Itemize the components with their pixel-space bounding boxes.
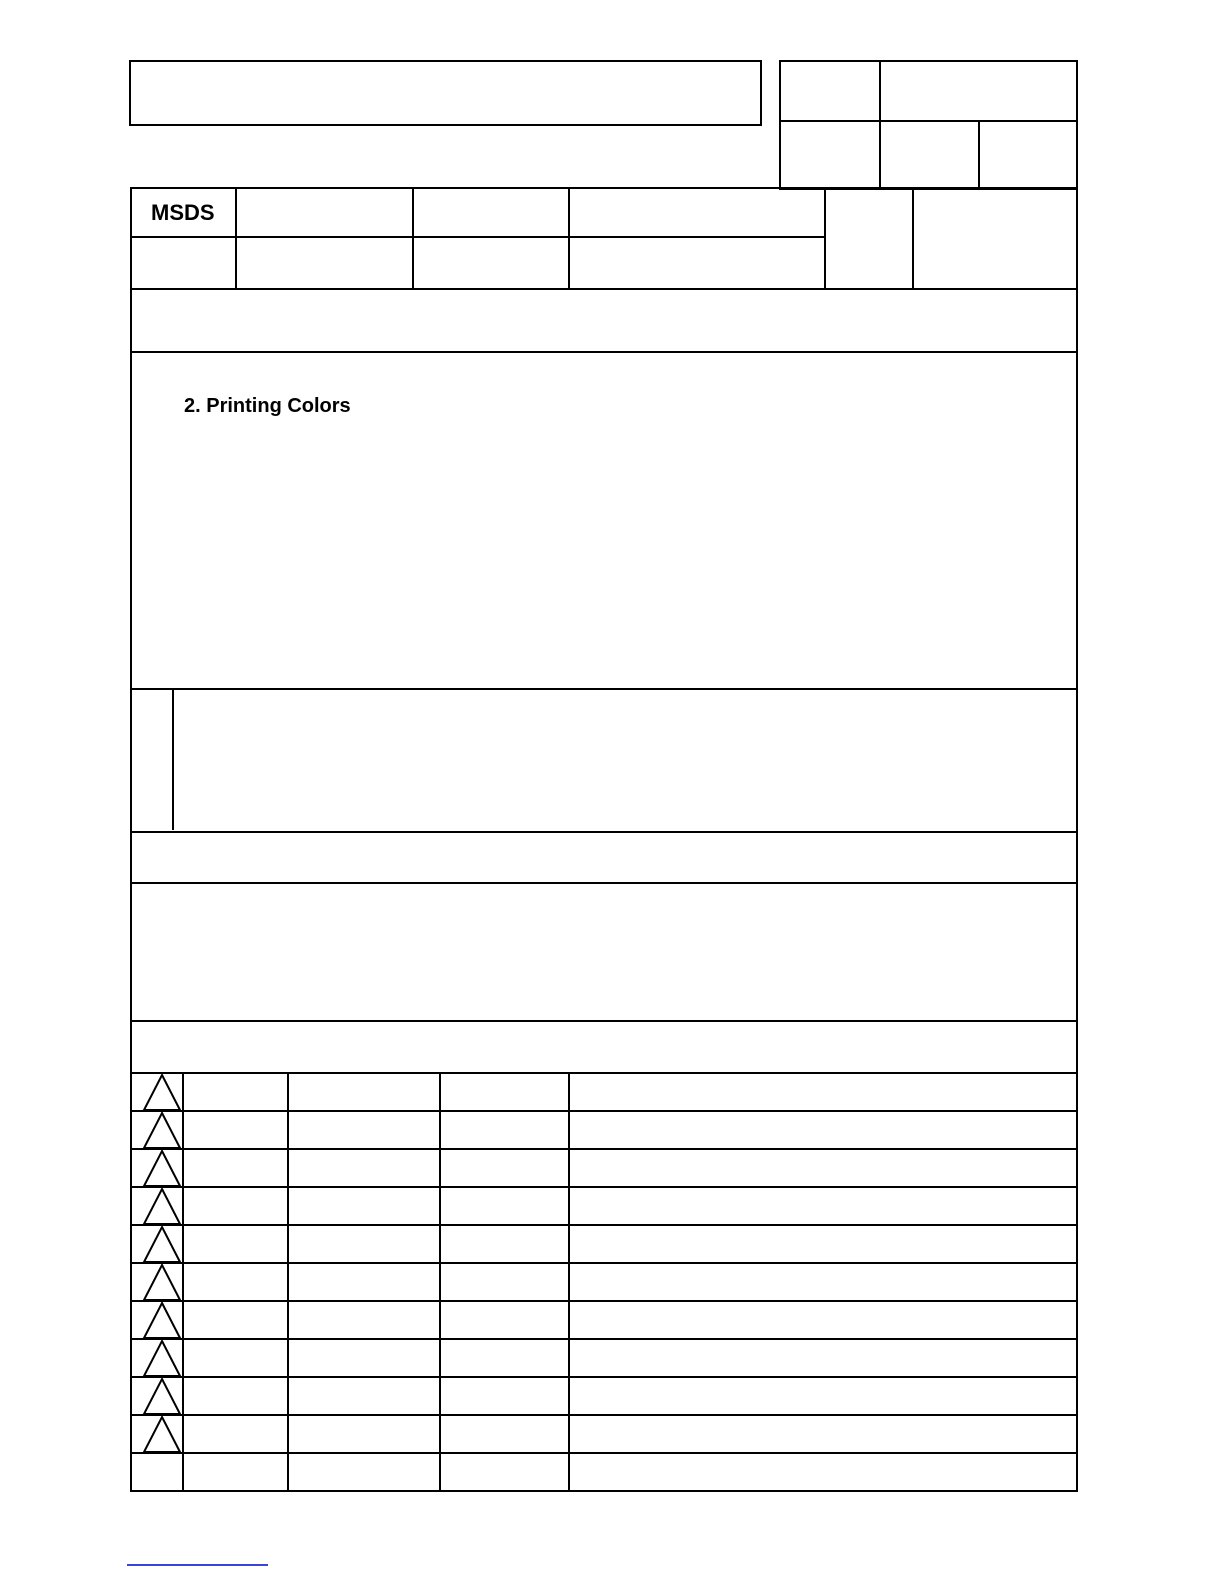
revision-col-4 [568,1072,570,1492]
section-divider-2 [130,688,1078,690]
grid-cell-b [879,60,1078,122]
triangle-icon [141,1377,183,1415]
revision-row-divider [130,1452,1078,1454]
header-col-1 [235,187,237,290]
revision-row-divider [130,1414,1078,1416]
revision-row-divider [130,1376,1078,1378]
section-divider-4 [130,882,1078,884]
triangle-icon [141,1187,183,1225]
triangle-icon [141,1149,183,1187]
section-divider-5 [130,1020,1078,1022]
header-col-5 [912,187,914,290]
revision-col-2 [287,1072,289,1492]
header-col-3 [568,187,570,290]
notes-side-column [172,688,174,830]
triangle-icon [141,1111,183,1149]
footer-link[interactable] [127,1554,268,1566]
section-divider-1 [130,351,1078,353]
revision-row-divider [130,1110,1078,1112]
revision-row-divider [130,1338,1078,1340]
header-bottom [130,288,1078,290]
grid-cell-d [879,120,980,190]
revision-row-divider [130,1148,1078,1150]
revision-row-divider [130,1300,1078,1302]
code-fragment: MSDS [151,200,215,225]
triangle-icon [141,1415,183,1453]
main-frame [130,187,1078,1492]
grid-cell-c [779,120,881,190]
triangle-icon [141,1339,183,1377]
section-divider-3 [130,831,1078,833]
grid-cell-a [779,60,881,122]
revision-row-divider [130,1262,1078,1264]
title-box [129,60,762,126]
revision-col-3 [439,1072,441,1492]
triangle-icon [141,1263,183,1301]
triangle-icon [141,1225,183,1263]
triangle-icon [141,1301,183,1339]
header-col-2 [412,187,414,290]
grid-cell-e [978,120,1078,190]
revision-table-top [130,1072,1078,1074]
revision-row-divider [130,1224,1078,1226]
header-col-4 [824,187,826,290]
revision-row-divider [130,1186,1078,1188]
triangle-icon [141,1073,183,1111]
section-heading-fragment: 2. Printing Colors [184,395,351,417]
